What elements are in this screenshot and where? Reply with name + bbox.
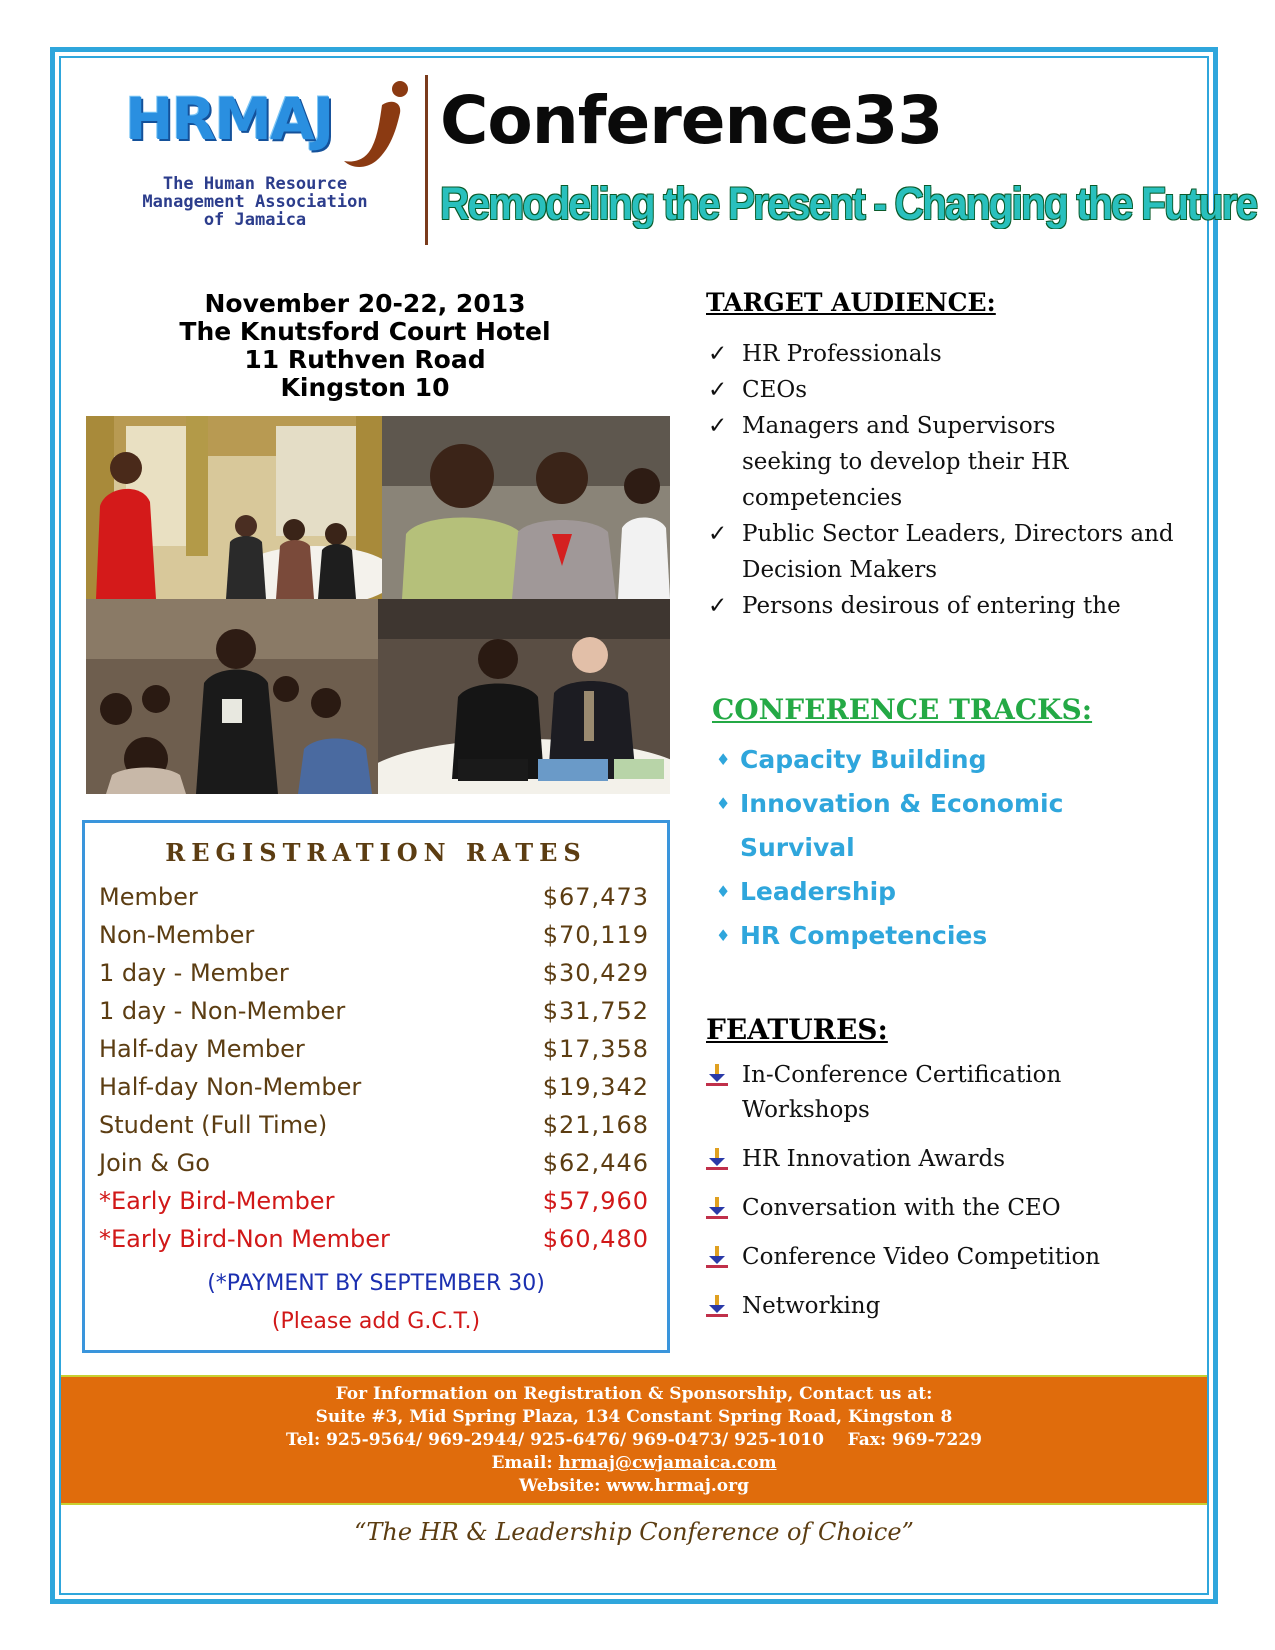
check-icon: ✓ xyxy=(708,413,728,439)
rate-price: $19,342 xyxy=(542,1073,649,1101)
org-name-line: The Human Resource xyxy=(162,174,348,194)
rate-row xyxy=(99,1149,649,1187)
list-item xyxy=(706,1240,1186,1275)
rate-price: $70,119 xyxy=(542,921,649,949)
rate-label: Non-Member xyxy=(99,921,255,949)
rate-row xyxy=(99,1111,649,1149)
list-item-text: Conference Video Competition xyxy=(742,1244,1101,1270)
rate-price: $57,960 xyxy=(542,1187,649,1215)
list-item-text: HR Innovation Awards xyxy=(742,1146,1006,1172)
contact-band xyxy=(61,1375,1207,1505)
list-item-text: Public Sector Leaders, Directors and Decision Makers xyxy=(742,521,1174,583)
event-details xyxy=(170,290,560,402)
rate-label: Student (Full Time) xyxy=(99,1111,328,1139)
list-item xyxy=(706,408,1142,516)
list-item xyxy=(716,738,1216,782)
rate-label: Half-day Non-Member xyxy=(99,1073,362,1101)
photo-collage xyxy=(86,416,670,794)
gct-note: (Please add G.C.T.) xyxy=(271,1309,481,1334)
rate-label: 1 day - Member xyxy=(99,959,289,987)
list-item-text: Capacity Building xyxy=(740,745,987,774)
list-item-text: Leadership xyxy=(740,877,897,906)
list-item-text: Innovation & Economic Survival xyxy=(740,789,1064,862)
list-item xyxy=(716,914,1216,958)
event-date: November 20-22, 2013 xyxy=(204,289,526,318)
rate-row xyxy=(99,883,649,921)
features-list xyxy=(706,1058,1186,1338)
list-item-text: CEOs xyxy=(742,377,808,403)
email-label: Email: xyxy=(491,1453,559,1473)
arrow-bullet-icon xyxy=(706,1064,728,1086)
contact-email-line xyxy=(61,1452,1207,1475)
rate-price: $21,168 xyxy=(542,1111,649,1139)
event-venue: The Knutsford Court Hotel xyxy=(179,317,551,346)
rate-label: Join & Go xyxy=(99,1149,210,1177)
check-icon: ✓ xyxy=(708,377,728,403)
photo-table-discussion xyxy=(378,599,670,794)
email-link[interactable]: hrmaj@cwjamaica.com xyxy=(558,1453,777,1473)
contact-heading: For Information on Registration & Sponsorship, Contact us at: xyxy=(335,1384,933,1404)
list-item-text: Persons desirous of entering the xyxy=(742,593,1121,619)
list-item-text: Conversation with the CEO xyxy=(742,1195,1061,1221)
target-audience-heading: TARGET AUDIENCE: xyxy=(706,288,996,317)
check-icon: ✓ xyxy=(708,341,728,367)
event-street: 11 Ruthven Road xyxy=(244,345,486,374)
arrow-bullet-icon xyxy=(706,1197,728,1219)
rates-title: REGISTRATION RATES xyxy=(165,838,587,867)
contact-address: Suite #3, Mid Spring Plaza, 134 Constant Spring Road, Kingston 8 xyxy=(315,1407,953,1427)
diamond-bullet-icon: ♦ xyxy=(716,882,731,901)
list-item xyxy=(706,1058,1072,1128)
rate-label: 1 day - Non-Member xyxy=(99,997,346,1025)
diamond-bullet-icon: ♦ xyxy=(716,750,731,769)
list-item xyxy=(706,372,1196,408)
list-item xyxy=(706,1142,1186,1177)
contact-website[interactable]: Website: www.hrmaj.org xyxy=(519,1476,749,1496)
rate-label: *Early Bird-Non Member xyxy=(99,1225,390,1253)
conference-subtitle: Remodeling the Present - Changing the Future xyxy=(440,178,1257,229)
rate-label: *Early Bird-Member xyxy=(99,1187,335,1215)
org-name-line: of Jamaica xyxy=(203,210,307,230)
rate-row xyxy=(99,921,649,959)
list-item-text: Networking xyxy=(742,1293,881,1319)
photo-audience-front xyxy=(382,416,670,599)
rate-price: $62,446 xyxy=(542,1149,649,1177)
rate-label: Member xyxy=(99,883,198,911)
conference-tracks-heading: CONFERENCE TRACKS: xyxy=(712,693,1093,726)
rate-price: $30,429 xyxy=(542,959,649,987)
hrmaj-logo xyxy=(95,75,415,240)
list-item xyxy=(716,782,1100,870)
rate-row xyxy=(99,959,649,997)
rate-price: $60,480 xyxy=(542,1225,649,1253)
list-item xyxy=(706,588,1196,624)
target-audience-list xyxy=(706,336,1196,624)
diamond-bullet-icon: ♦ xyxy=(716,794,731,813)
check-icon: ✓ xyxy=(708,521,728,547)
diamond-bullet-icon: ♦ xyxy=(716,926,731,945)
rate-row xyxy=(99,1073,649,1111)
header-divider xyxy=(425,75,428,245)
arrow-bullet-icon xyxy=(706,1148,728,1170)
contact-phone: Tel: 925-9564/ 969-2944/ 925-6476/ 969-0473/ 925-1010 Fax: 969-7229 xyxy=(286,1430,982,1450)
list-item-text: HR Competencies xyxy=(740,921,988,950)
features-heading: FEATURES: xyxy=(706,1013,888,1046)
rate-price: $31,752 xyxy=(542,997,649,1025)
conference-title: Conference33 xyxy=(440,82,943,159)
rate-row xyxy=(99,1035,649,1073)
list-item xyxy=(706,1289,1186,1324)
rate-row-early-bird xyxy=(99,1225,649,1263)
registration-rates-box xyxy=(82,820,670,1353)
rate-row-early-bird xyxy=(99,1187,649,1225)
logo-swoosh-icon xyxy=(330,79,422,175)
list-item xyxy=(706,1191,1186,1226)
arrow-bullet-icon xyxy=(706,1246,728,1268)
conference-tracks-list xyxy=(716,738,1216,958)
logo-wordmark: HRMAJ xyxy=(125,85,333,153)
tagline: “The HR & Leadership Conference of Choice” xyxy=(354,1518,914,1546)
rate-row xyxy=(99,997,649,1035)
photo-speaker xyxy=(86,416,382,599)
rate-label: Half-day Member xyxy=(99,1035,305,1063)
arrow-bullet-icon xyxy=(706,1295,728,1317)
list-item xyxy=(706,336,1196,372)
org-name xyxy=(95,175,415,229)
photo-audience-question xyxy=(86,599,378,794)
check-icon: ✓ xyxy=(708,593,728,619)
rate-price: $67,473 xyxy=(542,883,649,911)
list-item xyxy=(716,870,1216,914)
org-name-line: Management Association xyxy=(142,192,368,212)
payment-deadline-note: (*PAYMENT BY SEPTEMBER 30) xyxy=(207,1271,545,1296)
list-item-text: HR Professionals xyxy=(742,341,942,367)
list-item-text: In-Conference Certification Workshops xyxy=(742,1062,1062,1123)
event-city: Kingston 10 xyxy=(280,373,450,402)
list-item xyxy=(706,516,1202,588)
list-item-text: Managers and Supervisors seeking to develop their HR competencies xyxy=(742,413,1069,511)
rate-price: $17,358 xyxy=(542,1035,649,1063)
